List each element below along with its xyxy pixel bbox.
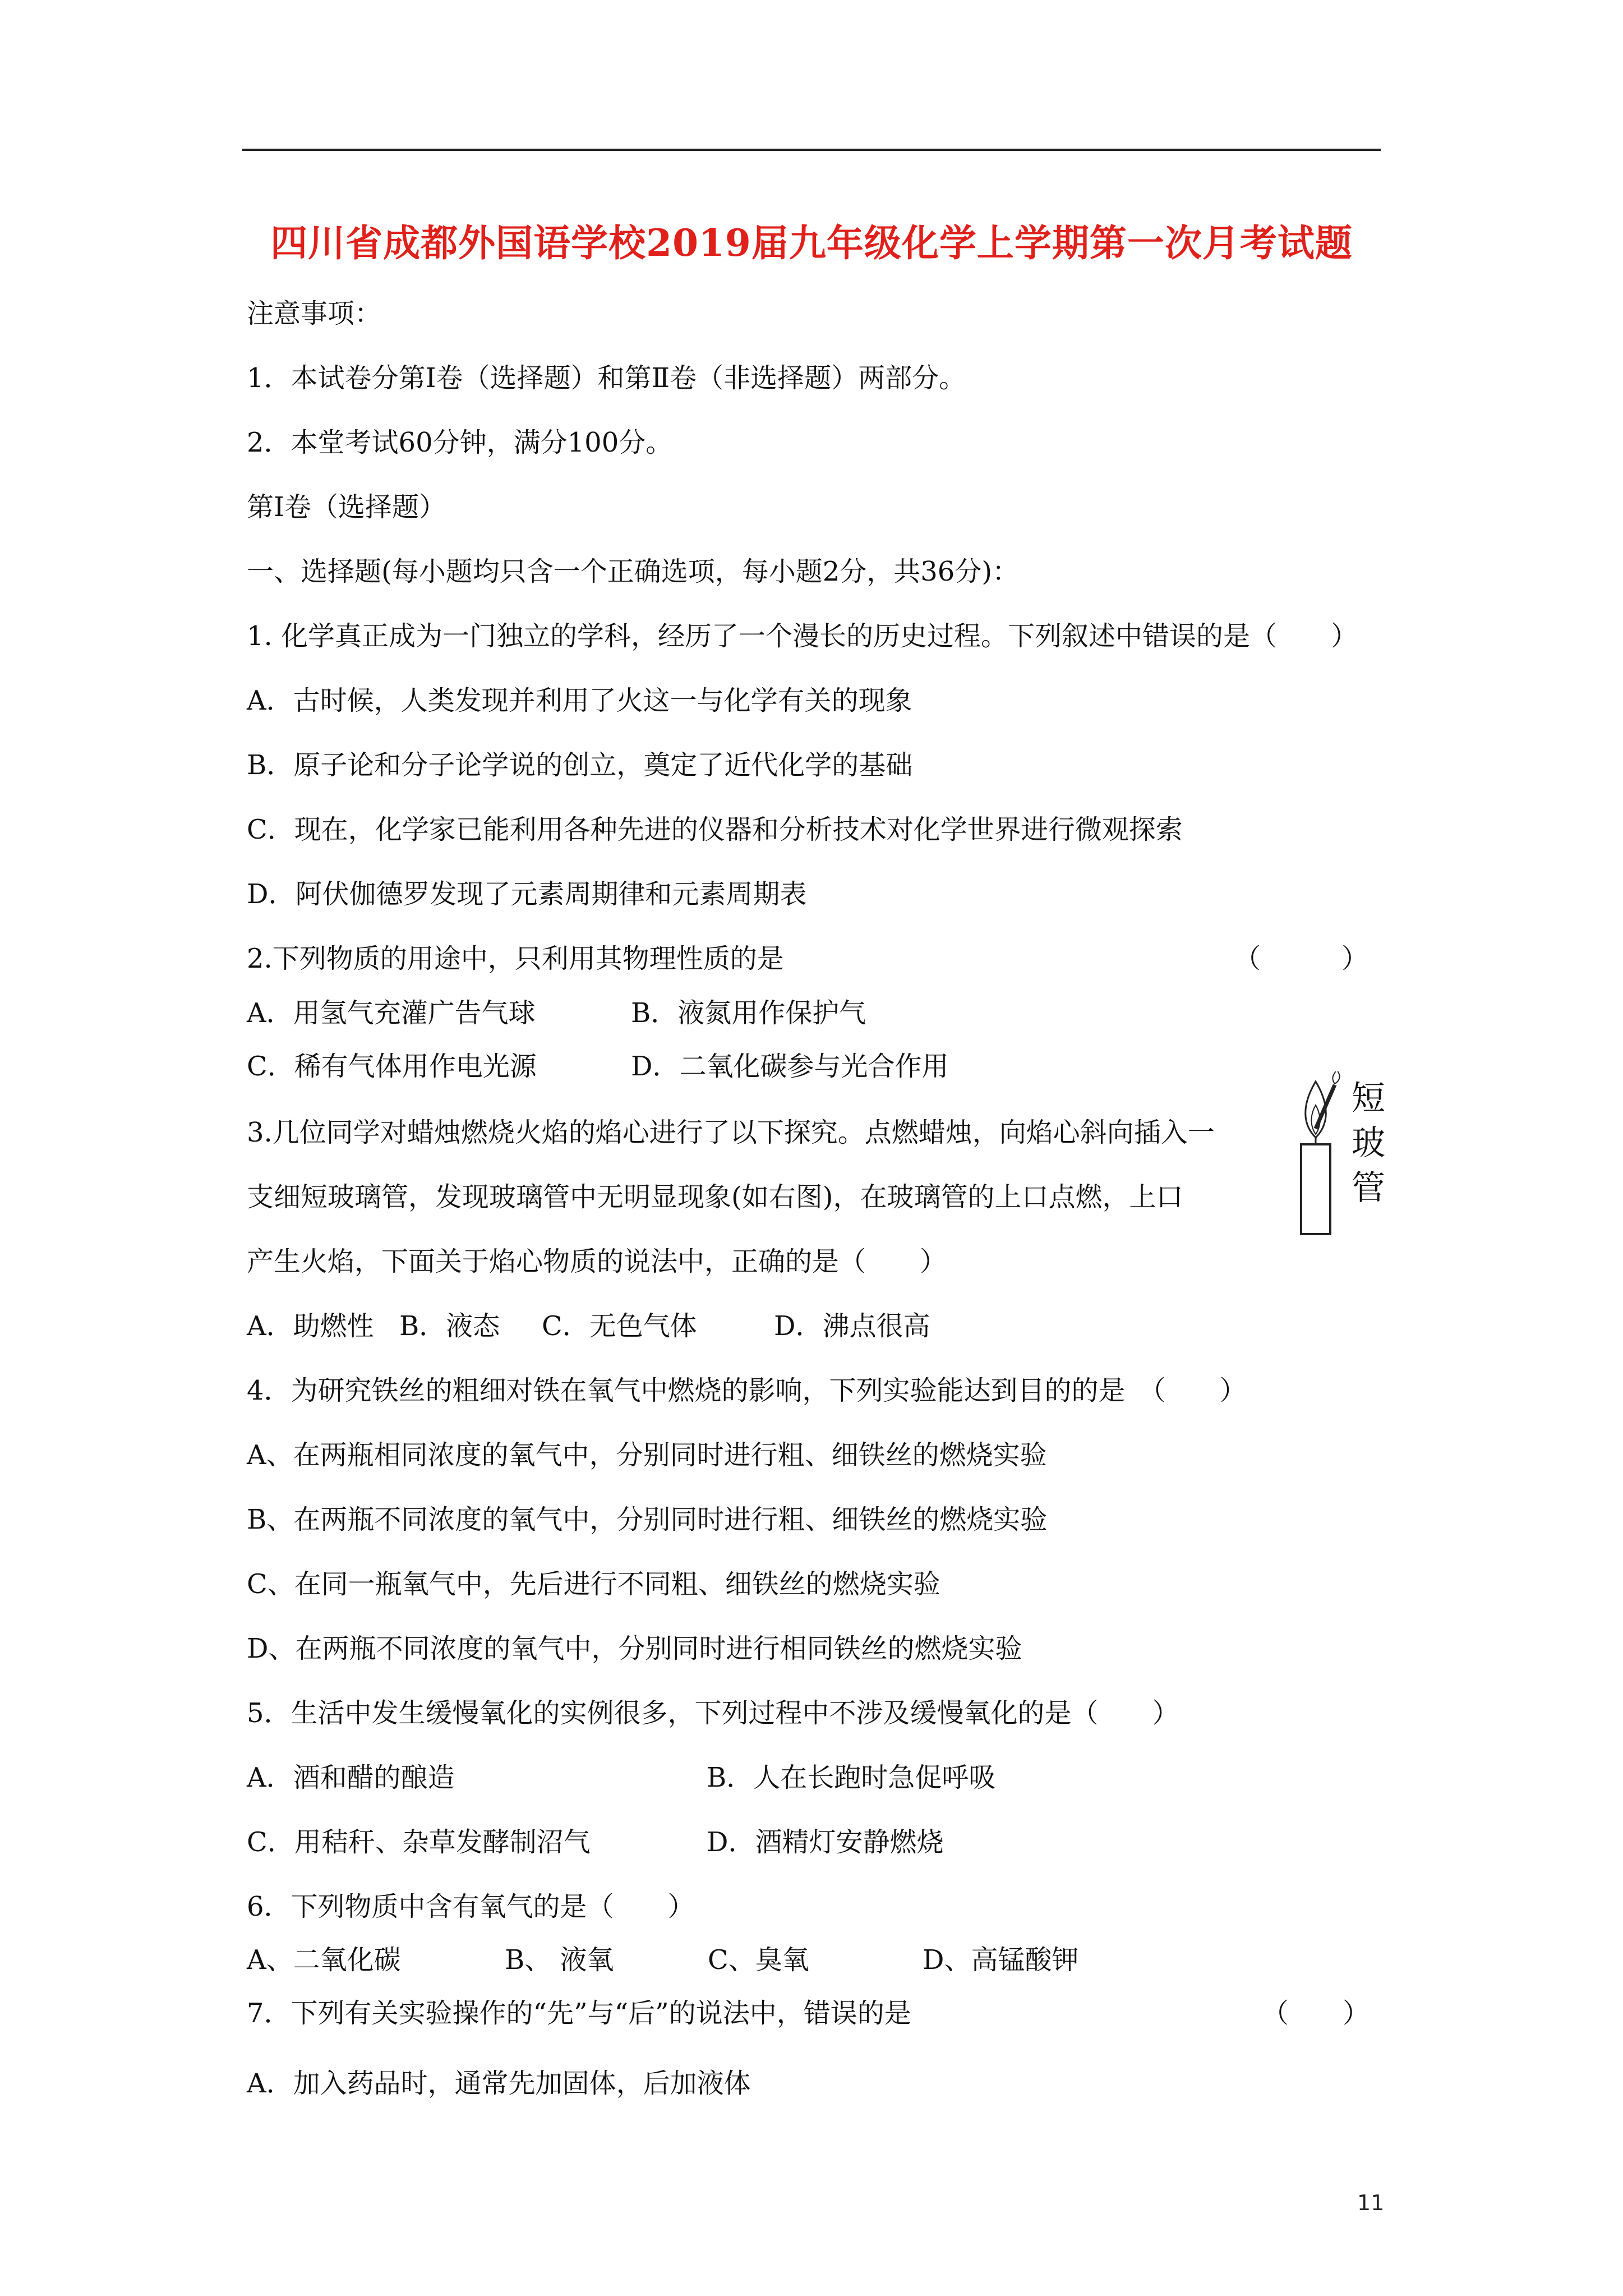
question-stem: 3.几位同学对蜡烛燃烧火焰的焰心进行了以下探究。点燃蜡烛，向焰心斜向插入一 [247,1117,1215,1148]
answer-option: D．阿伏伽德罗发现了元素周期律和元素周期表 [247,878,807,910]
answer-option: B．原子论和分子论学说的创立，奠定了近代化学的基础 [247,749,913,781]
answer-option: A．酒和醋的酿造 [247,1762,455,1793]
answer-option: B、在两瓶不同浓度的氧气中，分别同时进行粗、细铁丝的燃烧实验 [247,1504,1048,1535]
question-stem: 7．下列有关实验操作的“先”与“后”的说法中，错误的是 [247,1998,911,2029]
answer-option: C．无色气体 [542,1310,697,1342]
answer-option: A、在两瓶相同浓度的氧气中，分别同时进行粗、细铁丝的燃烧实验 [247,1439,1047,1471]
answer-option: C、臭氧 [708,1944,809,1976]
answer-option: D．二氧化碳参与光合作用 [631,1051,949,1082]
answer-option: A．用氢气充灌广告气球 [247,997,536,1029]
section-heading: 一、选择题(每小题均只含一个正确选项，每小题2分，共36分)： [247,556,1020,587]
figure-label-char: 短 [1352,1079,1385,1118]
answer-option: A、二氧化碳 [247,1944,401,1976]
answer-option: C、在同一瓶氧气中，先后进行不同粗、细铁丝的燃烧实验 [247,1568,940,1600]
question-stem: 产生火焰，下面关于焰心物质的说法中，正确的是（ ） [247,1246,947,1277]
answer-bracket: （ ） [1262,1998,1370,2029]
candle-glass-tube-figure [1284,1071,1396,1240]
answer-option: B．液氮用作保护气 [631,997,866,1029]
page-number: 11 [1357,2191,1385,2215]
exam-title: 四川省成都外国语学校2019届九年级化学上学期第一次月考试题 [270,221,1353,265]
notice-item: 2．本堂考试60分钟，满分100分。 [247,427,673,458]
answer-option: C．用秸秆、杂草发酵制沼气 [247,1826,591,1858]
answer-bracket: （ ） [1234,943,1369,974]
answer-option: B．液态 [399,1310,500,1342]
answer-option: C．现在，化学家已能利用各种先进的仪器和分析技术对化学世界进行微观探索 [247,814,1183,845]
answer-option: A．助燃性 [247,1310,374,1342]
answer-option: D．酒精灯安静燃烧 [707,1826,944,1858]
volume-label: 第Ⅰ卷（选择题） [247,491,446,523]
question-stem: 支细短玻璃管，发现玻璃管中无明显现象(如右图)，在玻璃管的上口点燃，上口 [247,1181,1183,1213]
answer-option: A．加入药品时，通常先加固体，后加液体 [247,2068,751,2099]
header-rule [242,149,1381,151]
notice-heading: 注意事项： [247,298,382,329]
answer-option: B、 液氧 [505,1944,614,1976]
figure-label-char: 管 [1352,1168,1385,1208]
answer-option: D．沸点很高 [774,1310,930,1342]
figure-label-char: 玻 [1352,1124,1385,1163]
question-stem: 1. 化学真正成为一门独立的学科，经历了一个漫长的历史过程。下列叙述中错误的是（ ） [247,620,1358,652]
answer-option: D、高锰酸钾 [923,1944,1079,1976]
question-stem: 4．为研究铁丝的粗细对铁在氧气中燃烧的影响，下列实验能达到目的的是 （ ） [247,1375,1247,1406]
notice-item: 1．本试卷分第Ⅰ卷（选择题）和第Ⅱ卷（非选择题）两部分。 [247,362,966,394]
question-stem: 5．生活中发生缓慢氧化的实例很多，下列过程中不涉及缓慢氧化的是（ ） [247,1697,1179,1729]
answer-option: D、在两瓶不同浓度的氧气中，分别同时进行相同铁丝的燃烧实验 [247,1633,1022,1664]
answer-option: C．稀有气体用作电光源 [247,1051,537,1082]
question-stem: 2.下列物质的用途中，只利用其物理性质的是 [247,943,784,974]
answer-option: A．古时候，人类发现并利用了火这一与化学有关的现象 [247,685,912,716]
question-stem: 6．下列物质中含有氧气的是（ ） [247,1891,695,1922]
answer-option: B．人在长跑时急促呼吸 [707,1762,996,1793]
